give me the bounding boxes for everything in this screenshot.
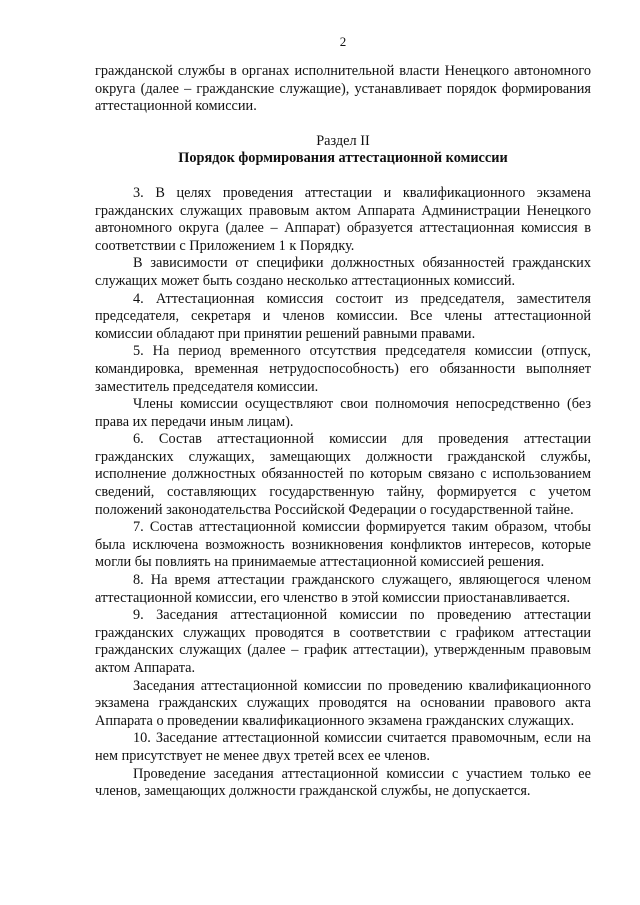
paragraph-6: 6. Состав аттестационной комиссии для проведения аттестации гражданских служащих, замещающих должности гражданской службы, исполнение должностных обязанностей по которым связано с использованием сведений, составляющих государственную тайну, формируется с учетом положений законодательства Российской Федерации о государственной тайне. xyxy=(95,431,591,518)
paragraph-4: 4. Аттестационная комиссия состоит из председателя, заместителя председателя, секретаря и членов комиссии. Все члены аттестационной комиссии обладают при принятии решений равными правами. xyxy=(95,290,591,342)
paragraph-3-note: В зависимости от специфики должностных обязанностей гражданских служащих может быть создано несколько аттестационных комиссий. xyxy=(95,255,591,289)
section-label: Раздел II xyxy=(316,132,370,149)
page-number: 2 xyxy=(339,34,347,49)
intro-paragraph: гражданской службы в органах исполнительной власти Ненецкого автономного округа (далее – гражданские служащие), устанавливает порядок формирования аттестационной комиссии. xyxy=(95,63,591,115)
paragraph-8: 8. На время аттестации гражданского служащего, являющегося членом аттестационной комиссии, его членство в этой комиссии приостанавливается. xyxy=(95,572,591,606)
paragraph-3: 3. В целях проведения аттестации и квалификационного экзамена гражданских служащих правовым актом Аппарата Администрации Ненецкого автономного округа (далее – Аппарат) образуется аттестационная комиссия в соответствии с Приложением 1 к Порядку. xyxy=(95,184,591,254)
paragraph-9-note: Заседания аттестационной комиссии по проведению квалификационного экзамена гражданских служащих проводятся на основании правового акта Аппарата о проведении квалификационного экзамена гражданских служащих. xyxy=(95,677,591,729)
paragraph-10-note: Проведение заседания аттестационной комиссии с участием только ее членов, замещающих должности гражданской службы, не допускается. xyxy=(95,765,591,800)
paragraph-10: 10. Заседание аттестационной комиссии считается правомочным, если на нем присутствует не менее двух третей всех ее членов. xyxy=(95,730,591,764)
section-title: Порядок формирования аттестационной комиссии xyxy=(178,150,508,167)
paragraph-7: 7. Состав аттестационной комиссии формируется таким образом, чтобы была исключена возможность возникновения конфликтов интересов, которые могли бы повлиять на принимаемые аттестационной комиссией решения. xyxy=(95,519,591,571)
paragraph-9: 9. Заседания аттестационной комиссии по проведению аттестации гражданских служащих проводятся в соответствии с графиком аттестации гражданских служащих (далее – график аттестации), утвержденным правовым актом Аппарата. xyxy=(95,607,591,676)
paragraph-5-note: Члены комиссии осуществляют свои полномочия непосредственно (без права их передачи иным лицам). xyxy=(95,396,591,430)
paragraph-5: 5. На период временного отсутствия председателя комиссии (отпуск, командировка, временная нетрудоспособность) его обязанности выполняет заместитель председателя комиссии. xyxy=(95,343,591,395)
